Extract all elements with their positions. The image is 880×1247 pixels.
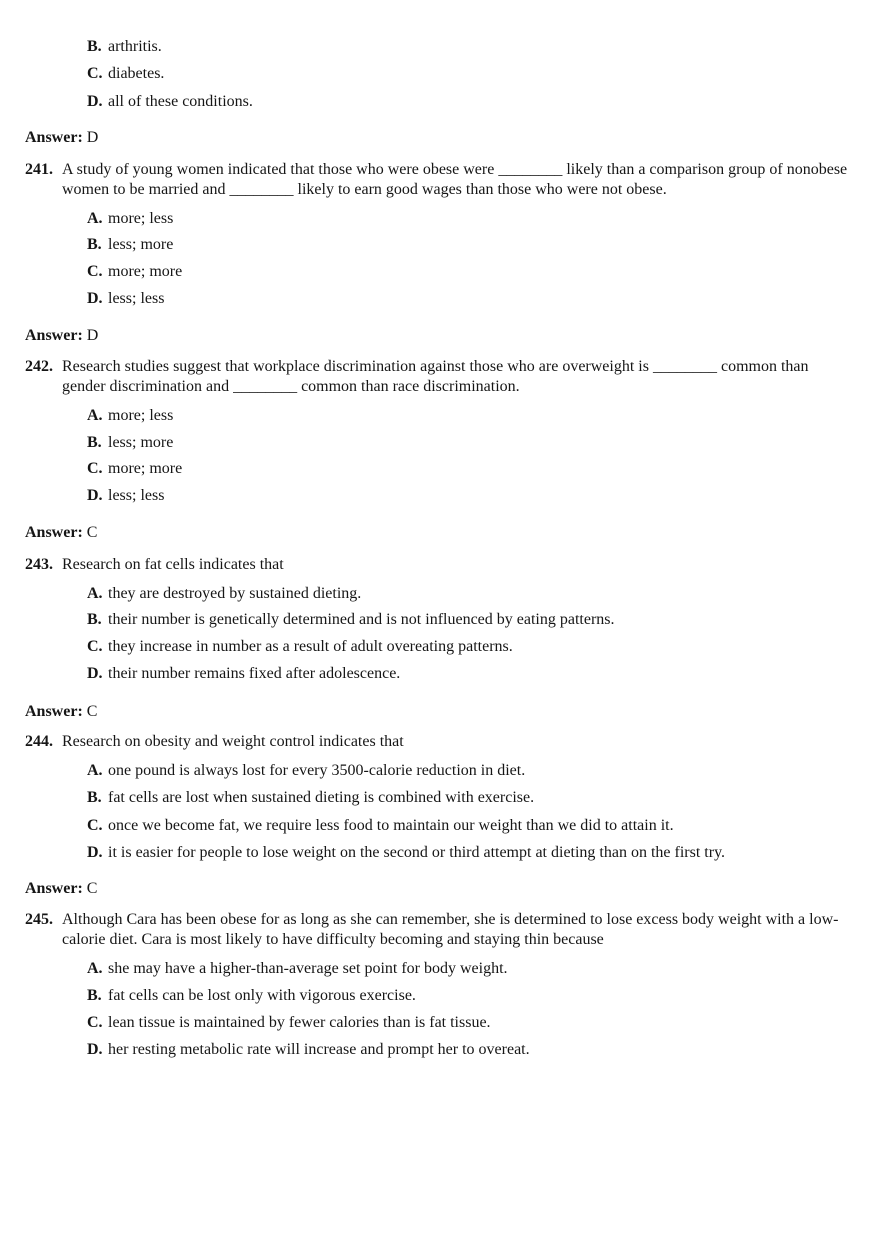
q243-stem bbox=[25, 555, 855, 575]
question-text: Research studies suggest that workplace discrimination against those who are overweight is ________ common than gender discrimination and ________ common than race discrimination. bbox=[62, 358, 809, 395]
answer-value: C bbox=[86, 524, 98, 541]
q245-option-b bbox=[87, 986, 416, 1006]
q244-option-a bbox=[87, 761, 525, 781]
option-text: more; less bbox=[108, 407, 174, 424]
option-text: their number is genetically determined and is not influenced by eating patterns. bbox=[108, 611, 615, 628]
q245-option-d bbox=[87, 1040, 530, 1060]
answer-label: Answer: bbox=[25, 524, 83, 541]
option-letter: D. bbox=[87, 290, 103, 307]
answer-value: C bbox=[86, 880, 98, 897]
q241-answer bbox=[25, 326, 98, 346]
option-letter: D. bbox=[87, 665, 103, 682]
answer-value: D bbox=[86, 129, 99, 146]
q240-option-b bbox=[87, 37, 162, 57]
option-text: it is easier for people to lose weight on the second or third attempt at dieting than on the first try. bbox=[108, 844, 726, 861]
answer-label: Answer: bbox=[25, 327, 83, 344]
option-letter: B. bbox=[87, 611, 102, 628]
q241-option-c bbox=[87, 262, 182, 282]
answer-label: Answer: bbox=[25, 880, 83, 897]
option-text: they increase in number as a result of adult overeating patterns. bbox=[108, 638, 513, 655]
option-letter: A. bbox=[87, 407, 103, 424]
q241-stem bbox=[25, 160, 855, 200]
option-text: arthritis. bbox=[108, 38, 162, 55]
q244-option-d bbox=[87, 843, 725, 863]
option-letter: C. bbox=[87, 1014, 103, 1031]
q243-option-b bbox=[87, 610, 615, 630]
option-letter: A. bbox=[87, 762, 103, 779]
option-letter: A. bbox=[87, 960, 103, 977]
option-letter: C. bbox=[87, 460, 103, 477]
option-text: more; more bbox=[108, 460, 183, 477]
answer-label: Answer: bbox=[25, 129, 83, 146]
q241-option-a bbox=[87, 209, 173, 229]
q242-answer bbox=[25, 523, 97, 543]
option-text: fat cells can be lost only with vigorous exercise. bbox=[108, 987, 416, 1004]
option-text: they are destroyed by sustained dieting. bbox=[108, 585, 362, 602]
option-text: one pound is always lost for every 3500-calorie reduction in diet. bbox=[108, 762, 526, 779]
option-letter: A. bbox=[87, 585, 103, 602]
option-letter: A. bbox=[87, 210, 103, 227]
option-letter: B. bbox=[87, 236, 102, 253]
option-letter: C. bbox=[87, 263, 103, 280]
q242-option-b bbox=[87, 433, 173, 453]
option-letter: D. bbox=[87, 93, 103, 110]
option-text: diabetes. bbox=[108, 65, 165, 82]
q243-answer bbox=[25, 702, 97, 722]
q242-option-d bbox=[87, 486, 164, 506]
question-text: Research on fat cells indicates that bbox=[62, 556, 284, 573]
option-text: all of these conditions. bbox=[108, 93, 253, 110]
question-text: Research on obesity and weight control indicates that bbox=[62, 733, 404, 750]
option-letter: C. bbox=[87, 65, 103, 82]
option-text: once we become fat, we require less food to maintain our weight than we did to attain it. bbox=[108, 817, 674, 834]
q240-option-d bbox=[87, 92, 253, 112]
option-text: more; more bbox=[108, 263, 183, 280]
question-text: A study of young women indicated that those who were obese were ________ likely than a comparison group of nonobese women to be married and ________ likely to earn good wages than those who were not obese. bbox=[62, 161, 848, 198]
q240-answer bbox=[25, 128, 98, 148]
q241-option-b bbox=[87, 235, 173, 255]
option-letter: D. bbox=[87, 487, 103, 504]
question-number: 244. bbox=[25, 733, 53, 750]
option-text: less; less bbox=[108, 290, 165, 307]
q243-option-d bbox=[87, 664, 400, 684]
option-letter: B. bbox=[87, 987, 102, 1004]
q241-option-d bbox=[87, 289, 164, 309]
q244-answer bbox=[25, 879, 97, 899]
option-text: her resting metabolic rate will increase and prompt her to overeat. bbox=[108, 1041, 530, 1058]
option-letter: C. bbox=[87, 817, 103, 834]
q243-option-a bbox=[87, 584, 361, 604]
option-text: their number remains fixed after adolescence. bbox=[108, 665, 401, 682]
option-letter: B. bbox=[87, 38, 102, 55]
q244-option-b bbox=[87, 788, 534, 808]
option-letter: B. bbox=[87, 789, 102, 806]
option-letter: C. bbox=[87, 638, 103, 655]
answer-value: D bbox=[86, 327, 99, 344]
option-text: less; more bbox=[108, 434, 174, 451]
option-text: less; more bbox=[108, 236, 174, 253]
question-number: 241. bbox=[25, 161, 53, 178]
option-letter: D. bbox=[87, 844, 103, 861]
question-number: 242. bbox=[25, 358, 53, 375]
q244-option-c bbox=[87, 816, 674, 836]
q245-option-c bbox=[87, 1013, 491, 1033]
answer-label: Answer: bbox=[25, 703, 83, 720]
q242-option-a bbox=[87, 406, 173, 426]
q242-stem bbox=[25, 357, 855, 397]
option-text: lean tissue is maintained by fewer calories than is fat tissue. bbox=[108, 1014, 491, 1031]
question-number: 245. bbox=[25, 911, 53, 928]
answer-value: C bbox=[86, 703, 98, 720]
q242-option-c bbox=[87, 459, 182, 479]
option-text: less; less bbox=[108, 487, 165, 504]
q240-option-c bbox=[87, 64, 164, 84]
question-number: 243. bbox=[25, 556, 53, 573]
option-text: fat cells are lost when sustained dieting is combined with exercise. bbox=[108, 789, 535, 806]
option-text: she may have a higher-than-average set point for body weight. bbox=[108, 960, 508, 977]
q244-stem bbox=[25, 732, 855, 752]
question-text: Although Cara has been obese for as long as she can remember, she is determined to lose excess body weight with a low-calorie diet. Cara is most likely to have difficulty becoming and staying thin because bbox=[62, 911, 839, 948]
q245-stem bbox=[25, 910, 855, 950]
option-text: more; less bbox=[108, 210, 174, 227]
q243-option-c bbox=[87, 637, 513, 657]
option-letter: D. bbox=[87, 1041, 103, 1058]
q245-option-a bbox=[87, 959, 508, 979]
option-letter: B. bbox=[87, 434, 102, 451]
